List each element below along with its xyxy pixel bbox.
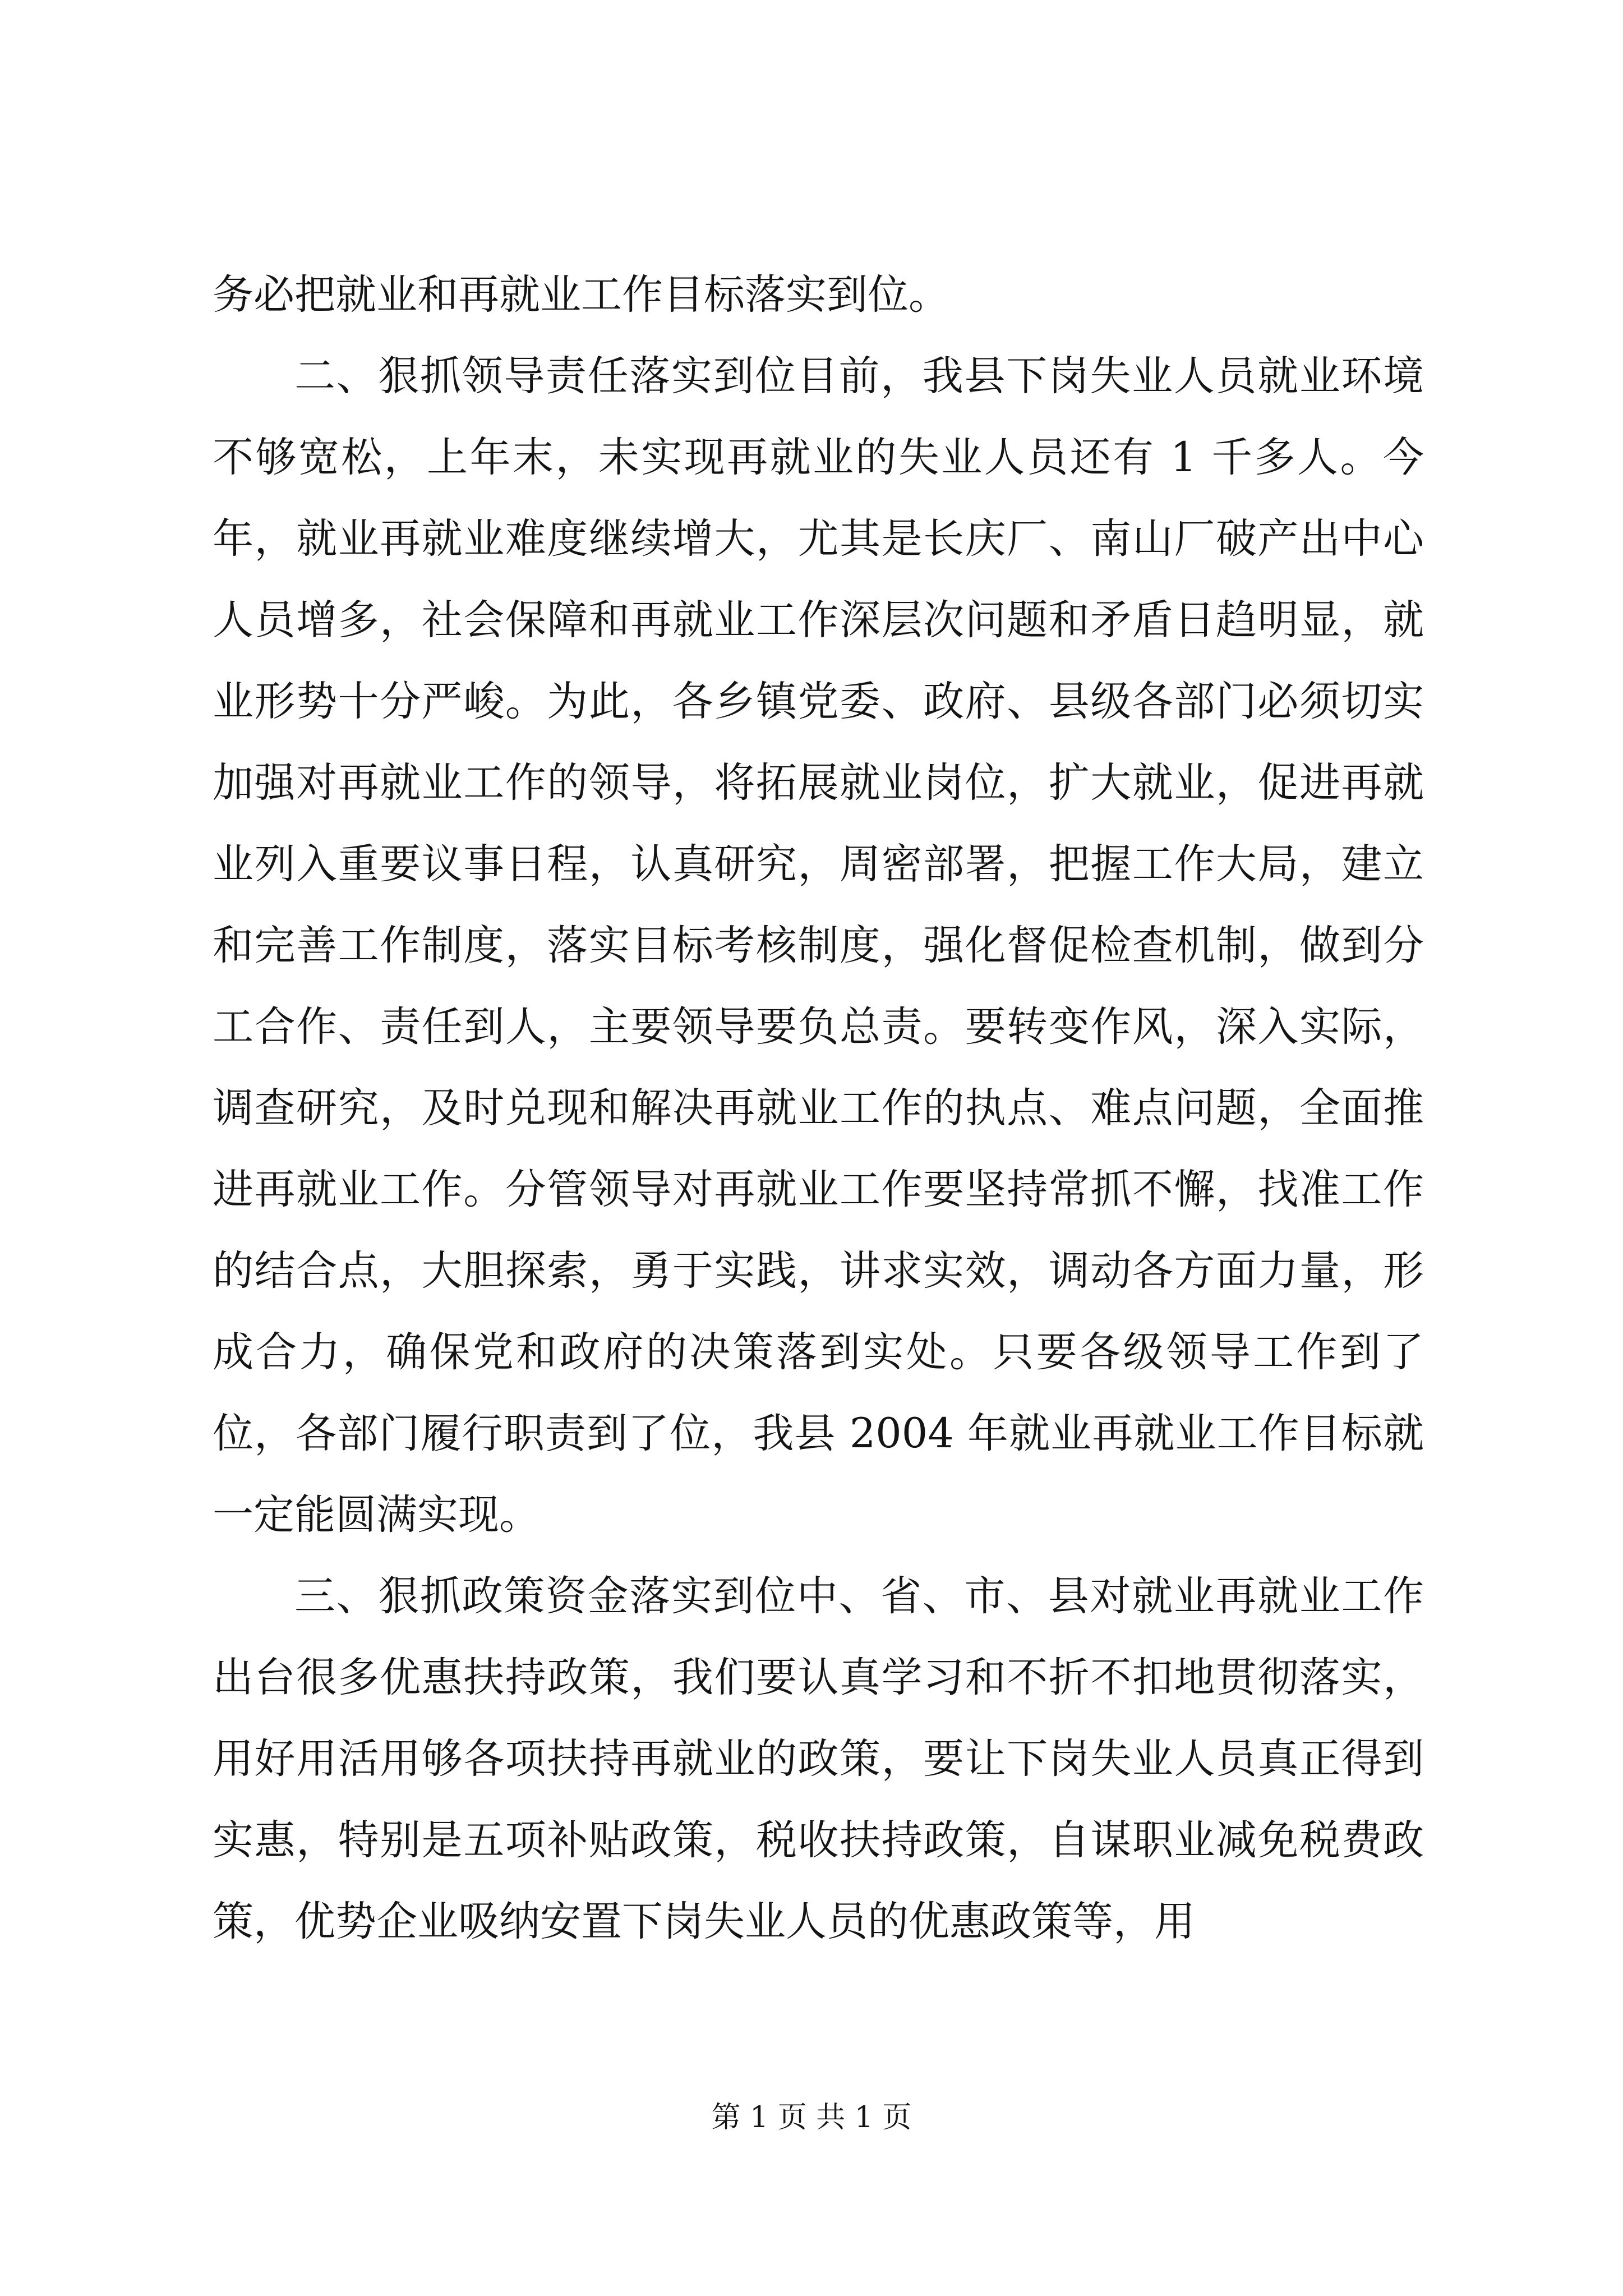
line: 免税费政策，优势企业吸纳安置下岗失业人员的优惠政策等，用 xyxy=(213,1816,1424,1945)
line: 机制，做到分工合作、责任到人，主要领导要负总责。要转变作 xyxy=(213,922,1424,1051)
line: 实，用好用活用够各项扶持再就业的政策，要让下岗失业人员真 xyxy=(213,1654,1424,1783)
line: 常抓不懈，找准工作的结合点，大胆探索，勇于实践，讲求实效， xyxy=(213,1166,1424,1295)
line: 三、狠抓政策资金落实到位中、省、市、县对就业再就业工 xyxy=(294,1572,1383,1620)
line: 显，就业形势十分严峻。为此，各乡镇党委、政府、县级各部门 xyxy=(213,596,1424,725)
line: 风，深入实际，调查研究，及时兑现和解决再就业工作的执点、 xyxy=(213,1003,1424,1132)
line: 境不够宽松，上年末，未实现再就业的失业人员还有 1 千多人。 xyxy=(213,352,1424,481)
page-footer xyxy=(0,2098,1623,2137)
paragraph-3 xyxy=(213,1556,1424,1962)
line: 难点问题，全面推进再就业工作。分管领导对再就业工作要坚持 xyxy=(213,1084,1424,1213)
paragraph-1: 务必把就业和再就业工作目标落实到位。 xyxy=(213,271,949,319)
line: 正得到实惠，特别是五项补贴政策，税收扶持政策，自谋职业减 xyxy=(213,1735,1424,1864)
line: 必须切实加强对再就业工作的领导，将拓展就业岗位，扩大就业， xyxy=(213,678,1424,807)
line: 今年，就业再就业难度继续增大，尤其是长庆厂、南山厂破产出 xyxy=(213,434,1424,563)
line: 要各级领导工作到了位，各部门履行职责到了位，我县 2004 年 xyxy=(213,1328,1424,1457)
line: 大局，建立和完善工作制度，落实目标考核制度，强化督促检查 xyxy=(213,840,1424,969)
paragraph-2 xyxy=(213,335,1424,1556)
page-number-label: 第 1 页 共 1 页 xyxy=(711,2101,912,2134)
line: 作出台很多优惠扶持政策，我们要认真学习和不折不扣地贯彻落 xyxy=(213,1572,1424,1701)
line: 中心人员增多，社会保障和再就业工作深层次问题和矛盾日趋明 xyxy=(213,515,1424,644)
line: 二、狠抓领导责任落实到位目前，我县下岗失业人员就业环 xyxy=(294,352,1383,400)
line: 促进再就业列入重要议事日程，认真研究，周密部署，把握工作 xyxy=(213,759,1424,888)
line: 调动各方面力量，形成合力，确保党和政府的决策落到实处。只 xyxy=(213,1247,1424,1376)
document-body xyxy=(213,254,1424,1962)
line: 就业再就业工作目标就一定能圆满实现。 xyxy=(213,1410,1424,1539)
